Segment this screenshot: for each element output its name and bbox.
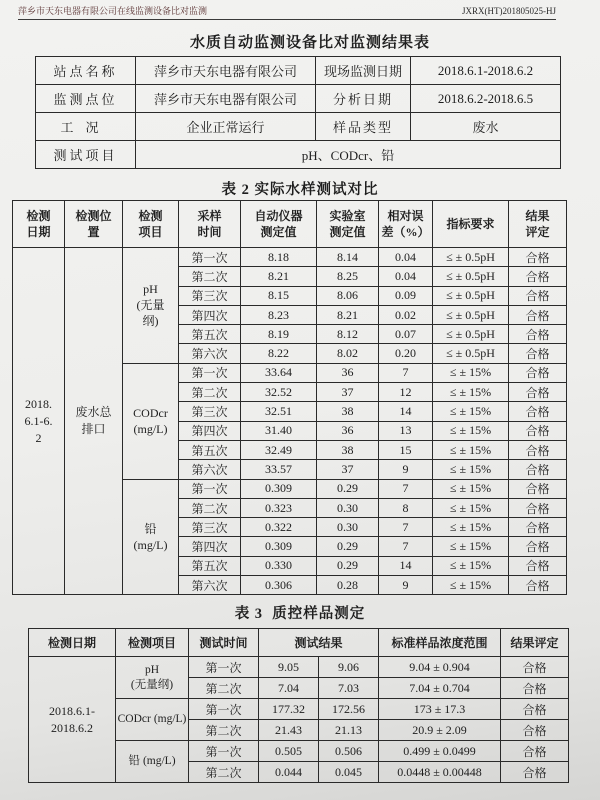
t2-time-cell: 第一次 (179, 479, 241, 498)
t2-lab-value-cell: 0.29 (317, 537, 379, 556)
t3-header-item: 检测项目 (116, 629, 189, 657)
t2-time-cell: 第六次 (179, 576, 241, 595)
t2-time-cell: 第二次 (179, 498, 241, 517)
table3-caption: 表 3 质控样品测定 (234, 606, 366, 622)
t2-requirement-cell: ≤ ± 15% (433, 518, 509, 537)
t3-header-date: 检测日期 (29, 629, 116, 657)
t3-result-cell: 合格 (501, 762, 569, 783)
t3-result-cell: 合格 (501, 678, 569, 699)
running-header (18, 2, 556, 20)
t2-result-cell: 合格 (509, 537, 567, 556)
test-items-label: 测试项目 (36, 141, 136, 169)
t3-time-cell: 第二次 (189, 762, 259, 783)
header-report-number: JXRX(HT)201805025-HJ (462, 6, 556, 16)
t2-item-unit: (mg/L) (133, 421, 168, 436)
t2-location: 废水总排口 (75, 405, 112, 437)
t2-time-cell: 第三次 (179, 402, 241, 421)
t3-time-cell: 第二次 (189, 720, 259, 741)
t3-header-test-result: 测试结果 (259, 629, 379, 657)
t2-auto-value-cell: 8.15 (241, 286, 317, 305)
t2-lab-value-cell: 8.14 (317, 248, 379, 267)
t2-time-cell: 第六次 (179, 460, 241, 479)
t2-requirement-cell: ≤ ± 0.5pH (433, 248, 509, 267)
t2-relative-error-cell: 14 (379, 556, 433, 575)
t2-result-cell: 合格 (509, 460, 567, 479)
t2-relative-error-cell: 8 (379, 498, 433, 517)
t2-item-name: pH (143, 281, 158, 296)
t3-date: 2018.6.1-2018.6.2 (49, 703, 95, 735)
t2-location-cell (65, 248, 123, 595)
t2-result-cell: 合格 (509, 479, 567, 498)
t2-result-cell: 合格 (509, 383, 567, 402)
t2-time-cell: 第四次 (179, 305, 241, 324)
t3-item-name: 铅 (128, 755, 140, 767)
t2-relative-error-cell: 9 (379, 460, 433, 479)
t2-requirement-cell: ≤ ± 0.5pH (433, 286, 509, 305)
t2-result-cell: 合格 (509, 267, 567, 286)
t2-relative-error-cell: 7 (379, 518, 433, 537)
t2-lab-value-cell: 37 (317, 460, 379, 479)
t3-standard-range-cell: 9.04 ± 0.904 (379, 657, 501, 678)
t3-result-cell: 合格 (501, 741, 569, 762)
analysis-date-label: 分析日期 (316, 85, 411, 113)
t3-header-row (29, 629, 569, 657)
t3-header-standard-range: 标准样品浓度范围 (379, 629, 501, 657)
t3-item-unit: (无量纲) (130, 678, 174, 691)
t2-date: 2018.6.1-6.2 (24, 396, 53, 445)
t2-auto-value-cell: 0.323 (241, 498, 317, 517)
t2-result-cell: 合格 (509, 305, 567, 324)
t2-lab-value-cell: 8.25 (317, 267, 379, 286)
t3-item-name: CODcr (117, 713, 151, 725)
t2-auto-value-cell: 33.57 (241, 460, 317, 479)
t2-auto-value-cell: 0.306 (241, 576, 317, 595)
t2-relative-error-cell: 7 (379, 363, 433, 382)
t3-item-name: pH (144, 663, 160, 676)
t2-result-cell: 合格 (509, 518, 567, 537)
info-row (36, 113, 561, 141)
t3-result1-cell: 0.505 (259, 741, 319, 762)
t2-lab-value-cell: 8.02 (317, 344, 379, 363)
t2-result-cell: 合格 (509, 576, 567, 595)
t2-lab-value-cell: 38 (317, 402, 379, 421)
t2-result-cell: 合格 (509, 402, 567, 421)
analysis-date-value: 2018.6.2-2018.6.5 (411, 85, 561, 113)
t2-lab-value-cell: 0.28 (317, 576, 379, 595)
t2-relative-error-cell: 0.04 (379, 267, 433, 286)
t2-requirement-cell: ≤ ± 15% (433, 498, 509, 517)
t3-standard-range-cell: 7.04 ± 0.704 (379, 678, 501, 699)
t2-relative-error-cell: 13 (379, 421, 433, 440)
t2-result-cell: 合格 (509, 363, 567, 382)
t2-row (13, 248, 567, 267)
t2-item-cell (123, 363, 179, 479)
t2-header-date: 检测 日期 (13, 201, 65, 248)
t2-result-cell: 合格 (509, 248, 567, 267)
t3-result-cell: 合格 (501, 657, 569, 678)
t3-result2-cell: 21.13 (319, 720, 379, 741)
t2-requirement-cell: ≤ ± 15% (433, 556, 509, 575)
t2-time-cell: 第五次 (179, 556, 241, 575)
t3-time-cell: 第一次 (189, 657, 259, 678)
station-name-value: 萍乡市天东电器有限公司 (136, 57, 316, 85)
monitoring-point-value: 萍乡市天东电器有限公司 (136, 85, 316, 113)
t3-item-unit: (mg/L) (142, 755, 176, 767)
t2-result-cell: 合格 (509, 344, 567, 363)
t2-header-row (13, 201, 567, 248)
t2-header-relative-error: 相对误 差（%） (379, 201, 433, 248)
t3-time-cell: 第二次 (189, 678, 259, 699)
t2-auto-value-cell: 8.23 (241, 305, 317, 324)
t2-result-cell: 合格 (509, 286, 567, 305)
t2-header-location: 检测位 置 (65, 201, 123, 248)
monitoring-point-label: 监测点位 (36, 85, 136, 113)
t2-relative-error-cell: 14 (379, 402, 433, 421)
t2-lab-value-cell: 0.30 (317, 518, 379, 537)
t2-relative-error-cell: 0.07 (379, 325, 433, 344)
t2-result-cell: 合格 (509, 498, 567, 517)
t2-relative-error-cell: 12 (379, 383, 433, 402)
t2-relative-error-cell: 0.02 (379, 305, 433, 324)
t2-result-cell: 合格 (509, 440, 567, 459)
t2-item-cell (123, 479, 179, 595)
t2-header-result: 结果 评定 (509, 201, 567, 248)
t2-lab-value-cell: 0.29 (317, 479, 379, 498)
t3-result-cell: 合格 (501, 699, 569, 720)
t2-auto-value-cell: 8.18 (241, 248, 317, 267)
t2-header-auto-value: 自动仪器 测定值 (241, 201, 317, 248)
info-row (36, 141, 561, 169)
t3-standard-range-cell: 0.499 ± 0.0499 (379, 741, 501, 762)
t3-result2-cell: 172.56 (319, 699, 379, 720)
t2-item-unit: (mg/L) (133, 538, 168, 553)
t2-lab-value-cell: 8.06 (317, 286, 379, 305)
test-items-value: pH、CODcr、铅 (136, 141, 561, 169)
t2-item-cell (123, 248, 179, 364)
actual-sample-comparison-table (12, 200, 567, 595)
t2-result-cell: 合格 (509, 421, 567, 440)
t2-requirement-cell: ≤ ± 15% (433, 537, 509, 556)
site-date-label: 现场监测日期 (316, 57, 411, 85)
t2-lab-value-cell: 0.30 (317, 498, 379, 517)
t3-item-cell (116, 699, 189, 741)
t2-requirement-cell: ≤ ± 0.5pH (433, 305, 509, 324)
t2-time-cell: 第六次 (179, 344, 241, 363)
t3-time-cell: 第一次 (189, 699, 259, 720)
t2-requirement-cell: ≤ ± 0.5pH (433, 267, 509, 286)
t2-auto-value-cell: 0.309 (241, 479, 317, 498)
t3-result1-cell: 177.32 (259, 699, 319, 720)
t2-lab-value-cell: 8.12 (317, 325, 379, 344)
t2-time-cell: 第一次 (179, 248, 241, 267)
t2-lab-value-cell: 36 (317, 421, 379, 440)
t2-lab-value-cell: 38 (317, 440, 379, 459)
document-title: 水质自动监测设备比对监测结果表 (189, 35, 430, 51)
t2-auto-value-cell: 0.330 (241, 556, 317, 575)
t2-lab-value-cell: 0.29 (317, 556, 379, 575)
t2-requirement-cell: ≤ ± 15% (433, 440, 509, 459)
t2-auto-value-cell: 33.64 (241, 363, 317, 382)
t2-header-requirement: 指标要求 (433, 201, 509, 248)
t2-requirement-cell: ≤ ± 15% (433, 479, 509, 498)
t3-result1-cell: 21.43 (259, 720, 319, 741)
t2-time-cell: 第五次 (179, 325, 241, 344)
t2-relative-error-cell: 15 (379, 440, 433, 459)
t3-result1-cell: 7.04 (259, 678, 319, 699)
t3-result1-cell: 9.05 (259, 657, 319, 678)
t3-date-cell (29, 657, 116, 783)
t2-auto-value-cell: 32.49 (241, 440, 317, 459)
t2-item-name: CODcr (133, 405, 168, 420)
t3-header-result: 结果评定 (501, 629, 569, 657)
t2-time-cell: 第一次 (179, 363, 241, 382)
t2-item-name: 铅 (144, 522, 157, 537)
t3-row (29, 657, 569, 678)
t2-header-item: 检测 项目 (123, 201, 179, 248)
t2-header-sampling-time: 采样 时间 (179, 201, 241, 248)
monitoring-info-table (35, 56, 561, 169)
t3-header-test-time: 测试时间 (189, 629, 259, 657)
t2-time-cell: 第三次 (179, 518, 241, 537)
station-name-label: 站点名称 (36, 57, 136, 85)
t2-date-cell (13, 248, 65, 595)
sample-type-value: 废水 (411, 113, 561, 141)
t2-time-cell: 第四次 (179, 537, 241, 556)
t2-time-cell: 第二次 (179, 383, 241, 402)
t2-result-cell: 合格 (509, 325, 567, 344)
t3-result2-cell: 0.506 (319, 741, 379, 762)
t2-result-cell: 合格 (509, 556, 567, 575)
t3-standard-range-cell: 0.0448 ± 0.00448 (379, 762, 501, 783)
t3-standard-range-cell: 20.9 ± 2.09 (379, 720, 501, 741)
t2-requirement-cell: ≤ ± 0.5pH (433, 344, 509, 363)
table2-caption: 表 2 实际水样测试对比 (221, 182, 379, 198)
t3-result1-cell: 0.044 (259, 762, 319, 783)
t2-auto-value-cell: 0.309 (241, 537, 317, 556)
header-company-text: 萍乡市天东电器有限公司在线监测设备比对监测 (18, 6, 208, 16)
t2-time-cell: 第五次 (179, 440, 241, 459)
t2-requirement-cell: ≤ ± 15% (433, 383, 509, 402)
info-row (36, 57, 561, 85)
t2-requirement-cell: ≤ ± 15% (433, 421, 509, 440)
t3-item-unit: (mg/L) (153, 713, 187, 725)
site-date-value: 2018.6.1-2018.6.2 (411, 57, 561, 85)
t3-item-cell (116, 657, 189, 699)
t2-requirement-cell: ≤ ± 15% (433, 576, 509, 595)
t2-relative-error-cell: 7 (379, 537, 433, 556)
info-row (36, 85, 561, 113)
t2-requirement-cell: ≤ ± 15% (433, 363, 509, 382)
t2-auto-value-cell: 31.40 (241, 421, 317, 440)
t3-item-cell (116, 741, 189, 783)
t2-relative-error-cell: 0.20 (379, 344, 433, 363)
t2-requirement-cell: ≤ ± 0.5pH (433, 325, 509, 344)
t3-time-cell: 第一次 (189, 741, 259, 762)
quality-control-sample-table (28, 628, 569, 783)
t2-lab-value-cell: 8.21 (317, 305, 379, 324)
sample-type-label: 样品类型 (316, 113, 411, 141)
t2-requirement-cell: ≤ ± 15% (433, 402, 509, 421)
operating-condition-label: 工况 (36, 113, 136, 141)
t2-header-lab-value: 实验室 测定值 (317, 201, 379, 248)
t2-relative-error-cell: 7 (379, 479, 433, 498)
t2-time-cell: 第二次 (179, 267, 241, 286)
t2-auto-value-cell: 32.52 (241, 383, 317, 402)
t3-standard-range-cell: 173 ± 17.3 (379, 699, 501, 720)
t2-time-cell: 第四次 (179, 421, 241, 440)
t3-result2-cell: 7.03 (319, 678, 379, 699)
t2-auto-value-cell: 8.19 (241, 325, 317, 344)
t2-relative-error-cell: 0.04 (379, 248, 433, 267)
t2-requirement-cell: ≤ ± 15% (433, 460, 509, 479)
t2-auto-value-cell: 8.21 (241, 267, 317, 286)
t2-item-unit: (无量纲) (136, 297, 165, 328)
t2-lab-value-cell: 36 (317, 363, 379, 382)
t3-result2-cell: 9.06 (319, 657, 379, 678)
t2-relative-error-cell: 9 (379, 576, 433, 595)
t2-time-cell: 第三次 (179, 286, 241, 305)
t3-result-cell: 合格 (501, 720, 569, 741)
t2-auto-value-cell: 32.51 (241, 402, 317, 421)
t2-relative-error-cell: 0.09 (379, 286, 433, 305)
operating-condition-value: 企业正常运行 (136, 113, 316, 141)
t3-result2-cell: 0.045 (319, 762, 379, 783)
t2-lab-value-cell: 37 (317, 383, 379, 402)
t2-auto-value-cell: 8.22 (241, 344, 317, 363)
t2-auto-value-cell: 0.322 (241, 518, 317, 537)
